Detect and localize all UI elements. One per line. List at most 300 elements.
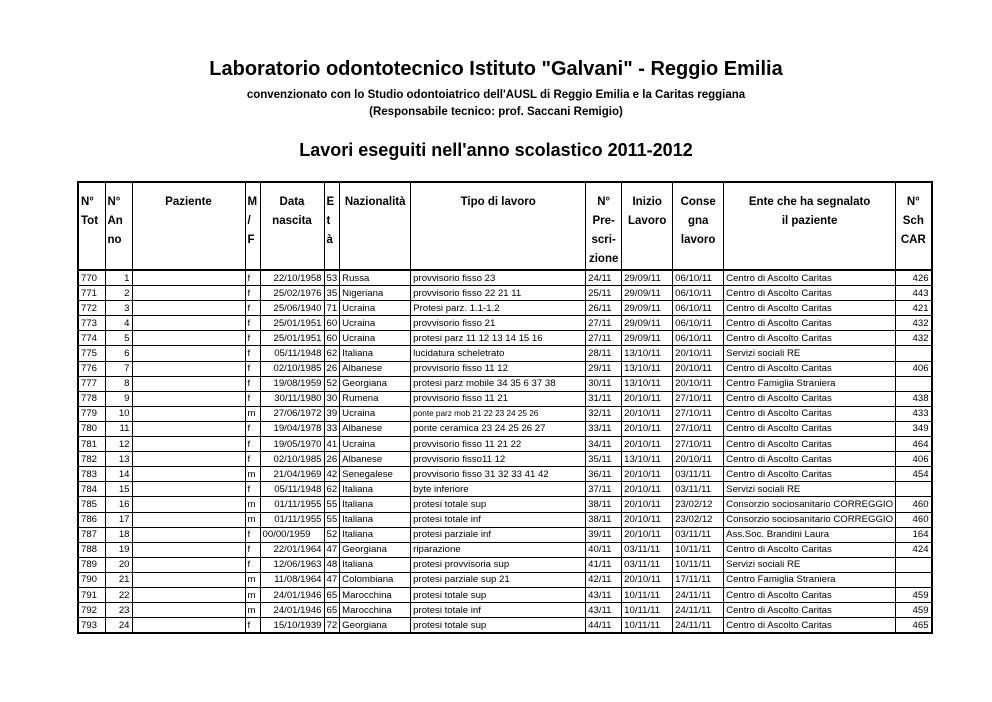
cell-car: 443 xyxy=(896,286,932,301)
cell-prescrizione: 27/11 xyxy=(586,331,622,346)
cell-ente: Centro di Ascolto Caritas xyxy=(724,270,896,286)
document-subtitle: convenzionato con lo Studio odontoiatrico dell'AUSL di Reggio Emilia e la Caritas reggiana xyxy=(246,89,746,101)
cell-tot: 772 xyxy=(78,301,105,316)
cell-inizio: 13/10/11 xyxy=(622,361,673,376)
column-header-car: N° Sch CAR xyxy=(896,182,932,270)
cell-nazionalita: Marocchina xyxy=(340,603,411,618)
cell-nazionalita: Albanese xyxy=(340,421,411,436)
cell-consegna: 10/11/11 xyxy=(673,542,724,557)
cell-ente: Servizi sociali RE xyxy=(724,482,896,497)
cell-ente: Centro di Ascolto Caritas xyxy=(724,286,896,301)
cell-car: 459 xyxy=(896,587,932,602)
table-row xyxy=(78,482,932,497)
cell-tot: 788 xyxy=(78,542,105,557)
cell-eta: 62 xyxy=(324,346,340,361)
cell-eta: 55 xyxy=(324,497,340,512)
cell-nascita: 19/08/1959 xyxy=(260,376,324,391)
column-header-anno: N° An no xyxy=(105,182,132,270)
cell-nazionalita: Georgiana xyxy=(340,618,411,634)
column-header-eta: E t à xyxy=(324,182,340,270)
cell-nazionalita: Russa xyxy=(340,270,411,286)
cell-car xyxy=(896,482,932,497)
cell-tipo: provvisorio fisso 11 21 xyxy=(411,391,586,406)
cell-tot: 781 xyxy=(78,437,105,452)
cell-ente: Centro di Ascolto Caritas xyxy=(724,391,896,406)
table-row xyxy=(78,437,932,452)
cell-inizio: 20/10/11 xyxy=(622,482,673,497)
cell-anno: 11 xyxy=(105,421,132,436)
cell-nascita: 27/06/1972 xyxy=(260,406,324,421)
cell-nazionalita: Albanese xyxy=(340,452,411,467)
cell-consegna: 24/11/11 xyxy=(673,618,724,634)
cell-ente: Centro di Ascolto Caritas xyxy=(724,587,896,602)
cell-consegna: 06/10/11 xyxy=(673,270,724,286)
column-header-nascita: Data nascita xyxy=(260,182,324,270)
cell-nascita: 01/11/1955 xyxy=(260,497,324,512)
column-header-tot: N° Tot xyxy=(78,182,105,270)
cell-inizio: 10/11/11 xyxy=(622,587,673,602)
cell-paziente xyxy=(132,301,245,316)
cell-paziente xyxy=(132,467,245,482)
cell-sesso: f xyxy=(245,361,260,376)
cell-tipo: provvisorio fisso 11 12 xyxy=(411,361,586,376)
cell-consegna: 03/11/11 xyxy=(673,482,724,497)
cell-inizio: 20/10/11 xyxy=(622,421,673,436)
cell-anno: 9 xyxy=(105,391,132,406)
works-table xyxy=(77,181,933,634)
cell-consegna: 06/10/11 xyxy=(673,331,724,346)
cell-car: 421 xyxy=(896,301,932,316)
cell-sesso: m xyxy=(245,406,260,421)
table-row xyxy=(78,331,932,346)
cell-ente: Centro di Ascolto Caritas xyxy=(724,467,896,482)
cell-tot: 771 xyxy=(78,286,105,301)
cell-eta: 65 xyxy=(324,587,340,602)
cell-consegna: 06/10/11 xyxy=(673,301,724,316)
cell-paziente xyxy=(132,452,245,467)
cell-nazionalita: Georgiana xyxy=(340,542,411,557)
cell-paziente xyxy=(132,346,245,361)
cell-inizio: 20/10/11 xyxy=(622,497,673,512)
table-row xyxy=(78,618,932,634)
cell-nascita: 19/04/1978 xyxy=(260,421,324,436)
cell-tot: 778 xyxy=(78,391,105,406)
table-row xyxy=(78,361,932,376)
cell-eta: 42 xyxy=(324,467,340,482)
cell-car xyxy=(896,572,932,587)
cell-consegna: 20/10/11 xyxy=(673,346,724,361)
cell-tipo: protesi parz 11 12 13 14 15 16 xyxy=(411,331,586,346)
table-row xyxy=(78,557,932,572)
cell-tot: 777 xyxy=(78,376,105,391)
cell-inizio: 29/09/11 xyxy=(622,301,673,316)
cell-car: 426 xyxy=(896,270,932,286)
cell-tipo: protesi provvisoria sup xyxy=(411,557,586,572)
cell-inizio: 20/10/11 xyxy=(622,572,673,587)
cell-nascita: 24/01/1946 xyxy=(260,587,324,602)
cell-anno: 5 xyxy=(105,331,132,346)
cell-inizio: 20/10/11 xyxy=(622,437,673,452)
cell-nascita: 25/01/1951 xyxy=(260,331,324,346)
cell-nazionalita: Marocchina xyxy=(340,587,411,602)
cell-anno: 13 xyxy=(105,452,132,467)
cell-car: 432 xyxy=(896,316,932,331)
cell-tipo: protesi totale sup xyxy=(411,587,586,602)
cell-ente: Centro di Ascolto Caritas xyxy=(724,331,896,346)
table-body xyxy=(78,270,932,633)
cell-ente: Centro di Ascolto Caritas xyxy=(724,452,896,467)
cell-eta: 62 xyxy=(324,482,340,497)
document-title: Laboratorio odontotecnico Istituto "Galvani" - Reggio Emilia xyxy=(209,58,783,80)
cell-tot: 773 xyxy=(78,316,105,331)
cell-prescrizione: 24/11 xyxy=(586,270,622,286)
cell-anno: 15 xyxy=(105,482,132,497)
cell-sesso: m xyxy=(245,512,260,527)
cell-eta: 47 xyxy=(324,542,340,557)
cell-sesso: f xyxy=(245,421,260,436)
cell-anno: 22 xyxy=(105,587,132,602)
cell-ente: Servizi sociali RE xyxy=(724,346,896,361)
cell-prescrizione: 43/11 xyxy=(586,587,622,602)
cell-eta: 60 xyxy=(324,331,340,346)
cell-inizio: 20/10/11 xyxy=(622,391,673,406)
cell-sesso: m xyxy=(245,572,260,587)
cell-sesso: f xyxy=(245,376,260,391)
cell-anno: 16 xyxy=(105,497,132,512)
cell-car: 164 xyxy=(896,527,932,542)
column-header-ente: Ente che ha segnalato il paziente xyxy=(724,182,896,270)
cell-prescrizione: 38/11 xyxy=(586,512,622,527)
cell-nascita: 05/11/1948 xyxy=(260,482,324,497)
cell-ente: Consorzio sociosanitario CORREGGIO xyxy=(724,497,896,512)
cell-anno: 4 xyxy=(105,316,132,331)
cell-anno: 14 xyxy=(105,467,132,482)
cell-anno: 21 xyxy=(105,572,132,587)
cell-sesso: f xyxy=(245,527,260,542)
cell-paziente xyxy=(132,542,245,557)
table-row xyxy=(78,572,932,587)
cell-ente: Centro di Ascolto Caritas xyxy=(724,618,896,634)
cell-nascita: 00/00/1959 xyxy=(260,527,324,542)
cell-nascita: 25/01/1951 xyxy=(260,316,324,331)
cell-sesso: f xyxy=(245,301,260,316)
cell-paziente xyxy=(132,557,245,572)
cell-ente: Consorzio sociosanitario CORREGGIO xyxy=(724,512,896,527)
table-row xyxy=(78,421,932,436)
cell-consegna: 06/10/11 xyxy=(673,316,724,331)
table-header-row xyxy=(78,182,932,270)
cell-ente: Centro di Ascolto Caritas xyxy=(724,542,896,557)
cell-anno: 1 xyxy=(105,270,132,286)
cell-paziente xyxy=(132,286,245,301)
cell-ente: Centro di Ascolto Caritas xyxy=(724,316,896,331)
cell-prescrizione: 44/11 xyxy=(586,618,622,634)
column-header-tipo: Tipo di lavoro xyxy=(411,182,586,270)
cell-sesso: f xyxy=(245,618,260,634)
cell-paziente xyxy=(132,603,245,618)
cell-sesso: m xyxy=(245,467,260,482)
cell-eta: 47 xyxy=(324,572,340,587)
cell-consegna: 03/11/11 xyxy=(673,527,724,542)
cell-tipo: protesi totale inf xyxy=(411,512,586,527)
cell-anno: 12 xyxy=(105,437,132,452)
cell-nazionalita: Ucraina xyxy=(340,406,411,421)
cell-car: 459 xyxy=(896,603,932,618)
cell-car: 406 xyxy=(896,361,932,376)
cell-consegna: 17/11/11 xyxy=(673,572,724,587)
cell-paziente xyxy=(132,527,245,542)
table-row xyxy=(78,270,932,286)
cell-prescrizione: 41/11 xyxy=(586,557,622,572)
cell-tipo: lucidatura scheletrato xyxy=(411,346,586,361)
cell-paziente xyxy=(132,406,245,421)
column-header-nazionalita: Nazionalità xyxy=(340,182,411,270)
cell-prescrizione: 29/11 xyxy=(586,361,622,376)
column-header-paziente: Paziente xyxy=(132,182,245,270)
cell-nascita: 12/06/1963 xyxy=(260,557,324,572)
cell-tipo: protesi totale sup xyxy=(411,618,586,634)
cell-nascita: 19/05/1970 xyxy=(260,437,324,452)
cell-consegna: 23/02/12 xyxy=(673,497,724,512)
cell-consegna: 24/11/11 xyxy=(673,603,724,618)
cell-prescrizione: 37/11 xyxy=(586,482,622,497)
cell-tipo: protesi parziale sup 21 xyxy=(411,572,586,587)
cell-nazionalita: Italiana xyxy=(340,497,411,512)
cell-consegna: 20/10/11 xyxy=(673,452,724,467)
cell-inizio: 29/09/11 xyxy=(622,331,673,346)
table-row xyxy=(78,391,932,406)
cell-nascita: 02/10/1985 xyxy=(260,361,324,376)
cell-car: 464 xyxy=(896,437,932,452)
cell-sesso: f xyxy=(245,331,260,346)
cell-car: 438 xyxy=(896,391,932,406)
responsible-note: (Responsabile tecnico: prof. Saccani Remigio) xyxy=(369,106,623,118)
cell-eta: 26 xyxy=(324,361,340,376)
column-header-inizio: Inizio Lavoro xyxy=(622,182,673,270)
cell-nazionalita: Italiana xyxy=(340,527,411,542)
cell-tot: 790 xyxy=(78,572,105,587)
cell-prescrizione: 31/11 xyxy=(586,391,622,406)
cell-sesso: m xyxy=(245,587,260,602)
table-row xyxy=(78,467,932,482)
cell-tot: 780 xyxy=(78,421,105,436)
table-row xyxy=(78,406,932,421)
cell-inizio: 13/10/11 xyxy=(622,346,673,361)
cell-tot: 791 xyxy=(78,587,105,602)
table-row xyxy=(78,497,932,512)
table-row xyxy=(78,542,932,557)
cell-inizio: 03/11/11 xyxy=(622,557,673,572)
cell-tot: 793 xyxy=(78,618,105,634)
cell-prescrizione: 25/11 xyxy=(586,286,622,301)
cell-sesso: m xyxy=(245,603,260,618)
cell-anno: 24 xyxy=(105,618,132,634)
cell-tipo: provvisorio fisso 21 xyxy=(411,316,586,331)
cell-anno: 2 xyxy=(105,286,132,301)
cell-anno: 10 xyxy=(105,406,132,421)
cell-tot: 783 xyxy=(78,467,105,482)
cell-consegna: 20/10/11 xyxy=(673,361,724,376)
cell-prescrizione: 42/11 xyxy=(586,572,622,587)
cell-eta: 30 xyxy=(324,391,340,406)
cell-nazionalita: Ucraina xyxy=(340,301,411,316)
cell-ente: Centro di Ascolto Caritas xyxy=(724,437,896,452)
cell-ente: Centro Famiglia Straniera xyxy=(724,376,896,391)
cell-eta: 60 xyxy=(324,316,340,331)
column-header-prescrizione: N° Pre- scri- zione xyxy=(586,182,622,270)
cell-nazionalita: Senegalese xyxy=(340,467,411,482)
cell-car: 424 xyxy=(896,542,932,557)
cell-nazionalita: Georgiana xyxy=(340,376,411,391)
cell-ente: Centro di Ascolto Caritas xyxy=(724,406,896,421)
cell-consegna: 27/10/11 xyxy=(673,406,724,421)
cell-sesso: f xyxy=(245,542,260,557)
table-row xyxy=(78,527,932,542)
cell-anno: 17 xyxy=(105,512,132,527)
cell-consegna: 27/10/11 xyxy=(673,391,724,406)
cell-sesso: f xyxy=(245,286,260,301)
cell-paziente xyxy=(132,587,245,602)
cell-tot: 792 xyxy=(78,603,105,618)
cell-paziente xyxy=(132,497,245,512)
cell-sesso: f xyxy=(245,316,260,331)
cell-car xyxy=(896,376,932,391)
table-row xyxy=(78,376,932,391)
cell-inizio: 10/11/11 xyxy=(622,618,673,634)
cell-prescrizione: 32/11 xyxy=(586,406,622,421)
cell-tipo: provvisorio fisso 11 21 22 xyxy=(411,437,586,452)
cell-inizio: 20/10/11 xyxy=(622,406,673,421)
cell-tipo: protesi totale inf xyxy=(411,603,586,618)
cell-paziente xyxy=(132,361,245,376)
cell-tot: 770 xyxy=(78,270,105,286)
cell-inizio: 10/11/11 xyxy=(622,603,673,618)
cell-eta: 55 xyxy=(324,512,340,527)
cell-tipo: provvisorio fisso 23 xyxy=(411,270,586,286)
cell-eta: 65 xyxy=(324,603,340,618)
table-row xyxy=(78,603,932,618)
cell-ente: Ass.Soc. Brandini Laura xyxy=(724,527,896,542)
cell-sesso: f xyxy=(245,482,260,497)
cell-car: 465 xyxy=(896,618,932,634)
cell-car: 460 xyxy=(896,497,932,512)
cell-inizio: 13/10/11 xyxy=(622,452,673,467)
table-row xyxy=(78,286,932,301)
cell-consegna: 06/10/11 xyxy=(673,286,724,301)
cell-eta: 39 xyxy=(324,406,340,421)
cell-tipo: protesi parziale inf xyxy=(411,527,586,542)
cell-car: 454 xyxy=(896,467,932,482)
cell-paziente xyxy=(132,618,245,634)
cell-sesso: f xyxy=(245,346,260,361)
cell-anno: 23 xyxy=(105,603,132,618)
cell-anno: 6 xyxy=(105,346,132,361)
cell-nascita: 22/10/1958 xyxy=(260,270,324,286)
cell-paziente xyxy=(132,482,245,497)
cell-tot: 782 xyxy=(78,452,105,467)
table-row xyxy=(78,346,932,361)
cell-paziente xyxy=(132,270,245,286)
cell-tot: 774 xyxy=(78,331,105,346)
cell-nazionalita: Albanese xyxy=(340,361,411,376)
cell-paziente xyxy=(132,391,245,406)
cell-anno: 20 xyxy=(105,557,132,572)
cell-tot: 779 xyxy=(78,406,105,421)
cell-eta: 41 xyxy=(324,437,340,452)
cell-eta: 35 xyxy=(324,286,340,301)
cell-eta: 48 xyxy=(324,557,340,572)
cell-ente: Centro di Ascolto Caritas xyxy=(724,603,896,618)
cell-nascita: 21/04/1969 xyxy=(260,467,324,482)
cell-paziente xyxy=(132,437,245,452)
cell-tipo: byte inferiore xyxy=(411,482,586,497)
table-row xyxy=(78,301,932,316)
cell-ente: Centro di Ascolto Caritas xyxy=(724,361,896,376)
cell-car: 349 xyxy=(896,421,932,436)
cell-tot: 785 xyxy=(78,497,105,512)
cell-nascita: 02/10/1985 xyxy=(260,452,324,467)
column-header-sesso: M / F xyxy=(245,182,260,270)
cell-prescrizione: 36/11 xyxy=(586,467,622,482)
cell-ente: Centro di Ascolto Caritas xyxy=(724,301,896,316)
cell-prescrizione: 38/11 xyxy=(586,497,622,512)
cell-tipo: Protesi parz. 1.1-1.2 xyxy=(411,301,586,316)
cell-tipo: provvisorio fisso 22 21 11 xyxy=(411,286,586,301)
cell-nazionalita: Ucraina xyxy=(340,437,411,452)
cell-car xyxy=(896,346,932,361)
cell-ente: Centro Famiglia Straniera xyxy=(724,572,896,587)
cell-tot: 787 xyxy=(78,527,105,542)
cell-paziente xyxy=(132,316,245,331)
cell-inizio: 03/11/11 xyxy=(622,542,673,557)
cell-consegna: 27/10/11 xyxy=(673,437,724,452)
cell-prescrizione: 34/11 xyxy=(586,437,622,452)
cell-paziente xyxy=(132,572,245,587)
cell-car: 432 xyxy=(896,331,932,346)
cell-inizio: 29/09/11 xyxy=(622,286,673,301)
cell-car: 406 xyxy=(896,452,932,467)
cell-anno: 7 xyxy=(105,361,132,376)
cell-sesso: f xyxy=(245,270,260,286)
cell-paziente xyxy=(132,512,245,527)
cell-consegna: 10/11/11 xyxy=(673,557,724,572)
cell-nazionalita: Italiana xyxy=(340,346,411,361)
cell-inizio: 20/10/11 xyxy=(622,467,673,482)
cell-ente: Servizi sociali RE xyxy=(724,557,896,572)
cell-tipo: provvisorio fisso 31 32 33 41 42 xyxy=(411,467,586,482)
cell-nascita: 22/01/1964 xyxy=(260,542,324,557)
cell-car xyxy=(896,557,932,572)
cell-consegna: 23/02/12 xyxy=(673,512,724,527)
cell-eta: 53 xyxy=(324,270,340,286)
cell-eta: 52 xyxy=(324,376,340,391)
table-row xyxy=(78,452,932,467)
cell-nascita: 05/11/1948 xyxy=(260,346,324,361)
cell-nazionalita: Rumena xyxy=(340,391,411,406)
cell-car: 460 xyxy=(896,512,932,527)
cell-tot: 789 xyxy=(78,557,105,572)
cell-tipo: ponte ceramica 23 24 25 26 27 xyxy=(411,421,586,436)
cell-tipo: protesi totale sup xyxy=(411,497,586,512)
cell-nascita: 24/01/1946 xyxy=(260,603,324,618)
cell-anno: 19 xyxy=(105,542,132,557)
table-row xyxy=(78,512,932,527)
cell-inizio: 20/10/11 xyxy=(622,512,673,527)
column-header-consegna: Conse gna lavoro xyxy=(673,182,724,270)
cell-prescrizione: 28/11 xyxy=(586,346,622,361)
cell-tot: 776 xyxy=(78,361,105,376)
cell-ente: Centro di Ascolto Caritas xyxy=(724,421,896,436)
